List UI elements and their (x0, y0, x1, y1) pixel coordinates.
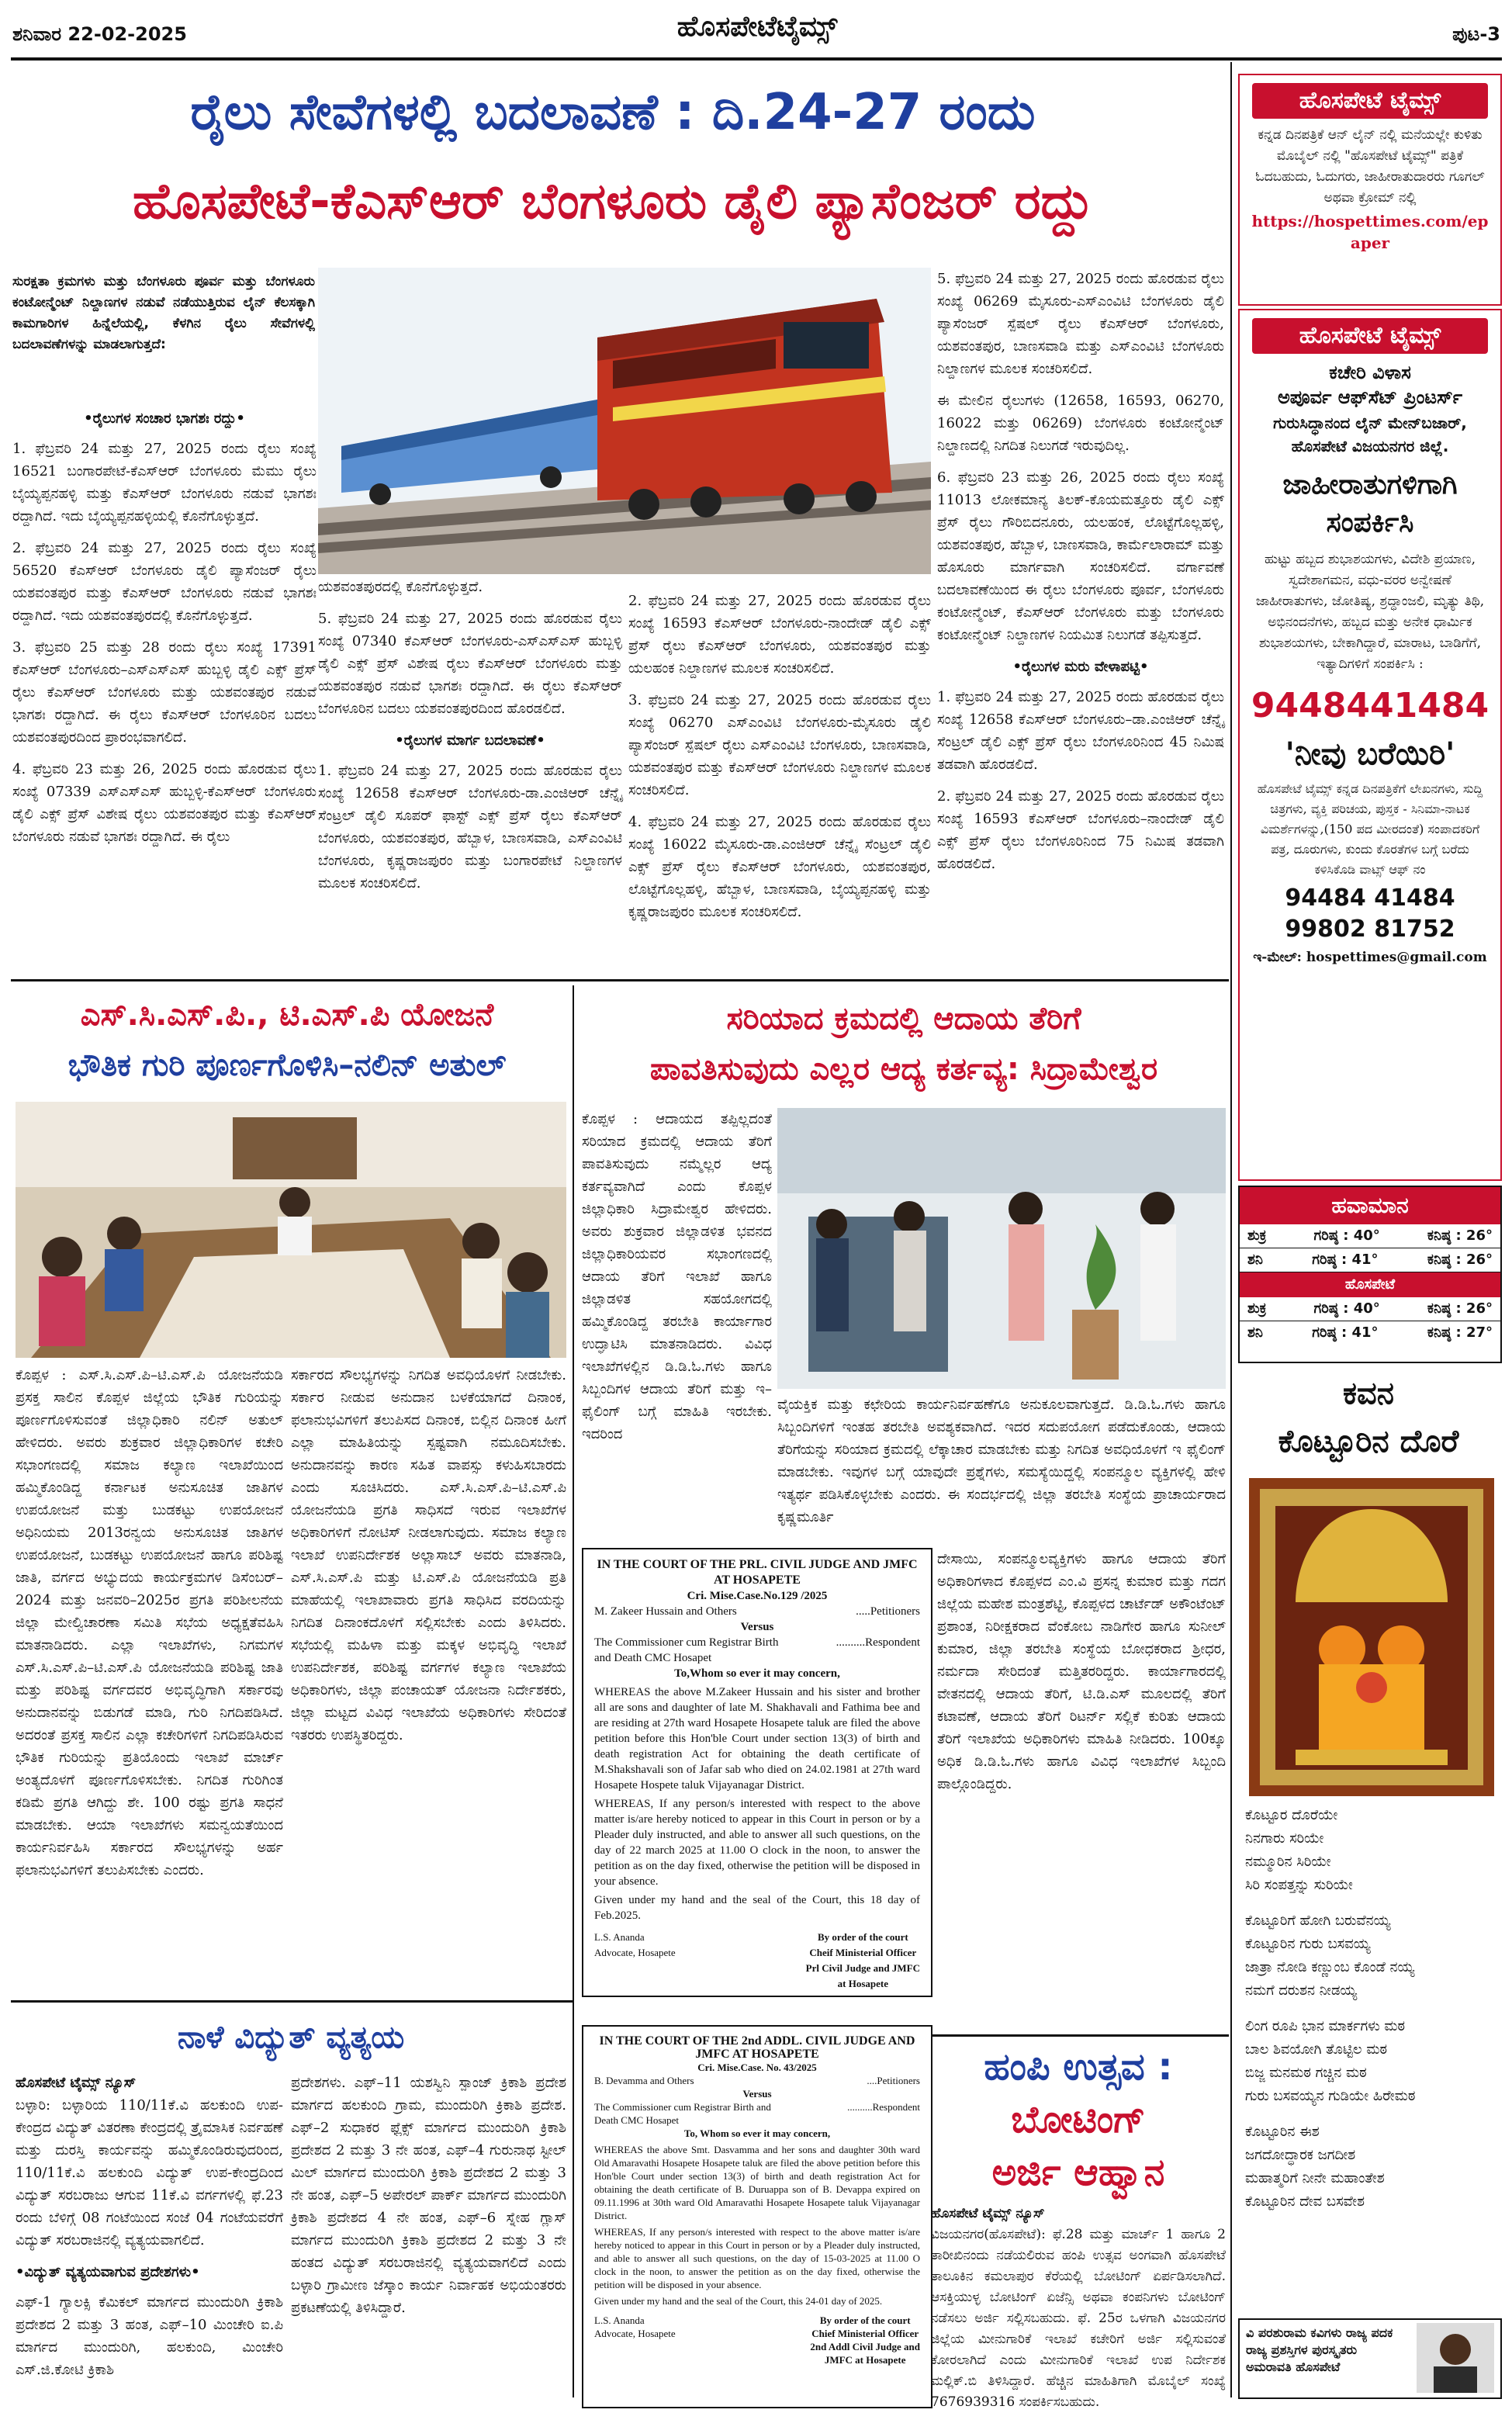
poem-line: ಜಾತ್ರಾ ನೋಡಿ ಕಣ್ಣುಂಬ ಕೊಂಡೆ ನಯ್ಯ (1245, 1959, 1415, 1975)
court2-party1-role: ....Petitioners (867, 2075, 920, 2086)
hampi-headline-1: ಹಂಪಿ ಉತ್ಸವ : (984, 2045, 1173, 2089)
lead-col4-p5: 2. ಫೆಬ್ರವರಿ 24 ಮತ್ತು 27, 2025 ರಂದು ಹೊರಡುವ ರೈಲು ಸಂಖ್ಯೆ 16593 ಕೆಎಸ್ಆರ್ ಬೆಂಗಳೂರು–ನಾಂದೇಡ್ ಡೈಲಿ ಎಕ್ಸ್ ಪ್ರೆಸ್ ರೈಲು ಬೆಂಗಳೂರಿನಿಂದ 75 ನಿಮಿಷ ತಡವಾಗಿ ಹೊರಡಲಿದೆ. (937, 788, 1224, 872)
lead-bottom-rule (11, 979, 1229, 981)
weather-3-day: ಶುಕ್ರ (1247, 1300, 1267, 1317)
weather-4-min: ಕನಿಷ್ಠ : 27° (1427, 1324, 1493, 1341)
contact-email[interactable]: ಇ-ಮೇಲ್: hospettimes@gmail.com (1253, 950, 1487, 965)
ad-text: ಹುಟ್ಟು ಹಬ್ಬದ ಶುಭಾಶಯಗಳು, ವಿದೇಶಿ ಪ್ರಯಾಣ, ಸ್ವದೇಶಾಗಮನ, ವಧು-ವರರ ಅನ್ವೇಷಣೆ ಜಾಹೀರಾತುಗಳು, ಜೋತಿಷ್ಯ, ಶ್ರದ್ಧಾಂಜಲಿ, ಮೃತ್ಯು ತಿಥಿ, ಅಭಿನಂದನೆಗಳು, ಹಬ್ಬದ ಮತ್ತು ಅನೇಕ ಧಾರ್ಮಿಕ ಶುಭಾಶಯಗಳು, ಬೇಕಾಗಿದ್ದಾರೆ, ಮಾರಾಟ, ಬಾಡಿಗೆಗೆ, ಇತ್ಯಾದಿಗಳಿಗೆ ಸಂಪರ್ಕಿಸಿ : (1255, 552, 1485, 672)
court2-officer: By order of the court Chief Ministerial Officer 2nd Addl Civil Judge and JMFC at Hosapete (810, 2314, 920, 2366)
lead-sub-divert: •ರೈಲುಗಳ ಮಾರ್ಗ ಬದಲಾವಣೆ• (395, 732, 545, 749)
court2-body2: WHEREAS, If any person/s interested with respect to the above matter is/are hereby noticed to appear in this Court in person or by a Pleader duly instructed, and able to answer all such questions, on the day of 15-03-2025 at 11.00 O clock in the noon, to answer the petition as on the day fixed, otherwise the petition will be disposed in your absence. (594, 2226, 920, 2290)
lead-col4-p1: 5. ಫೆಬ್ರವರಿ 24 ಮತ್ತು 27, 2025 ರಂದು ಹೊರಡುವ ರೈಲು ಸಂಖ್ಯೆ 06269 ಮೈಸೂರು-ಎಸ್ಎಂವಿಟಿ ಬೆಂಗಳೂರು ಡೈಲಿ ಪ್ಯಾಸೆಂಜರ್ ಸ್ಪೆಷಲ್ ರೈಲು ಕೆಎಸ್ಆರ್ ಬೆಂಗಳೂರು, ಯಶವಂತಪುರ, ಬಾಣಸವಾಡಿ ಮತ್ತು ಎಸ್ಎಂವಿಟಿ ಬೆಂಗಳೂರು ನಿಲ್ದಾಣಗಳ ಮೂಲಕ ಸಂಚರಿಸಲಿದೆ. (937, 271, 1224, 377)
weather-1-max: ಗರಿಷ್ಠ : 40° (1313, 1227, 1380, 1244)
sidebar-divider (1230, 62, 1232, 2397)
lead-col2-p1: ಯಶವಂತಪುರದಲ್ಲಿ ಕೊನೆಗೊಳ್ಳುತ್ತದೆ. (318, 579, 483, 595)
epaper-text: ಕನ್ನಡ ದಿನಪತ್ರಿಕೆ ಆನ್ ಲೈನ್ ನಲ್ಲಿ ಮನೆಯಲ್ಲೇ ಕುಳಿತು ಮೊಬೈಲ್ ನಲ್ಲಿ "ಹೊಸಪೇಟೆ ಟೈಮ್ಸ್" ಪತ್ರಿಕೆ ಓದಬಹುದು, ಓದುಗರು, ಜಾಹೀರಾತುದಾರರು ಗೂಗಲ್ ಅಥವಾ ಕ್ರೋಮ್ ನಲ್ಲಿ (1255, 127, 1485, 206)
power-top-rule (11, 2000, 573, 2003)
masthead (12, 6, 1500, 56)
power-col-2: ಪ್ರದೇಶಗಳು. ಎಫ್–11 ಯಶಸ್ವಿನಿ ಸ್ಪಾಂಜ್ ಕ್ರಿಕಾಶಿ ಪ್ರದೇಶ ಮಾರ್ಗದ ಹಲಕುಂದಿ ಗ್ರಾಮ, ಮುಂದುರಿಗಿ ಕ್ರಿಕಾಶಿ ಪ್ರದೇಶ. ಎಫ್–2 ಸುಧಾಕರ ಫ್ಲೆಕ್ಸ್ ಮಾರ್ಗದ ಮುಂದುರಿಗಿ ಕ್ರಿಕಾಶಿ ಪ್ರದೇಶದ 2 ಮತ್ತು 3 ನೇ ಹಂತ, ಎಫ್–4 ಗುರುನಾಥ ಸ್ಟೀಲ್ ಮಿಲ್ ಮಾರ್ಗದ ಮುಂದುರಿಗಿ ಕ್ರಿಕಾಶಿ ಪ್ರದೇಶದ 2 ಮತ್ತು 3 ನೇ ಹಂತ, ಎಫ್–5 ಅಪೇರಲ್ ಪಾರ್ಕ್ ಮಾರ್ಗದ ಮುಂದುರಿಗಿ ಕ್ರಿಕಾಶಿ ಪ್ರದೇಶದ 4 ನೇ ಹಂತ, ಎಫ್–6 ಸ್ನೇಹ ಗ್ಲಾಸ್ ಮಾರ್ಗದ ಮುಂದುರಿಗಿ ಕ್ರಿಕಾಶಿ ಪ್ರದೇಶದ 2 ಮತ್ತು 3 ನೇ ಹಂತದ ವಿದ್ಯುತ್ ಸರಬರಾಜಿನಲ್ಲಿ ವ್ಯತ್ಯಯವಾಗಲಿದೆ ಎಂದು ಬಳ್ಳಾರಿ ಗ್ರಾಮೀಣ ಜೆಸ್ಕಾಂ ಕಾರ್ಯ ನಿರ್ವಾಹಕ ಅಭಿಯಂತರರು ಪ್ರಕಟಣೆಯಲ್ಲಿ ತಿಳಿಸಿದ್ದಾರೆ. (291, 2075, 566, 2316)
poem-line (1245, 1897, 1497, 1909)
ad-phone: 9448441484 (1251, 686, 1490, 725)
court2-party1: B. Devamma and Others (594, 2075, 694, 2086)
court1-case: Cri. Mise.Case.No.129 /2025 (687, 1590, 828, 1602)
weather-row-1 (1240, 1224, 1500, 1248)
court2-body3: Given under my hand and the seal of the Court, this 24-01 day of 2025. (594, 2295, 883, 2307)
poem-line: ಲಿಂಗ ರೂಪಿ ಭಾನ ಮಾರ್ಕಗಳು ಮಠ (1245, 2018, 1406, 2034)
lead-col4-p2: ಈ ಮೇಲಿನ ರೈಲುಗಳು (12658, 16593, 06270, 16022 ಮತ್ತು 06269) ಬೆಂಗಳೂರು ಕಂಟೋನ್ಮೆಂಟ್ ನಿಲ್ದಾಣದಲ್ಲಿ ನಿಗದಿತ ನಿಲುಗಡೆ ಇರುವುದಿಲ್ಲ. (937, 393, 1224, 454)
power-col1-p1: ಬಳ್ಳಾರಿ: ಬಳ್ಳಾರಿಯ 110/11ಕೆ.ವಿ ಹಲಕುಂದಿ ಉಪ-ಕೇಂದ್ರದ ವಿದ್ಯುತ್ ವಿತರಣಾ ಕೇಂದ್ರದಲ್ಲಿ ತ್ರೈಮಾಸಿಕ ನಿರ್ವಹಣೆ ಮತ್ತು ದುರಸ್ತಿ ಕಾರ್ಯವನ್ನು ಹಮ್ಮಿಕೊಂಡಿರುವುದರಿಂದ, 110/11ಕೆ.ವಿ ಹಲಕುಂದಿ ವಿದ್ಯುತ್ ಉಪ-ಕೇಂದ್ರದಿಂದ ವಿದ್ಯುತ್ ಸರಬರಾಜು ಆಗುವ 11ಕೆ.ವಿ ವರ್ಗಗಳಲ್ಲಿ ಫೆ.23 ರಂದು ಬೆಳಿಗ್ಗೆ 08 ಗಂಟೆಯಿಂದ ಸಂಜೆ 04 ಗಂಟೆಯವರೆಗೆ ವಿದ್ಯುತ್ ಸರಬರಾಜಿನಲ್ಲಿ ವ್ಯತ್ಯಯವಾಗಲಿದೆ. (16, 2097, 283, 2249)
lead-col2-p2: 5. ಫೆಬ್ರವರಿ 24 ಮತ್ತು 27, 2025 ರಂದು ಹೊರಡುವ ರೈಲು ಸಂಖ್ಯೆ 07340 ಕೆಎಸ್ಆರ್ ಬೆಂಗಳೂರು-ಎಸ್ಎಸ್ಎಸ್ ಹುಬ್ಬಳ್ಳಿ ಡೈಲಿ ಎಕ್ಸ್ ಪ್ರೆಸ್ ವಿಶೇಷ ರೈಲು ಕೆಎಸ್ಆರ್ ಬೆಂಗಳೂರು ಮತ್ತು ಯಶವಂತಪುರ ನಡುವೆ ಭಾಗಶಃ ರದ್ದಾಗಿದೆ. ಈ ರೈಲು ಕೆಎಸ್ಆರ್ ಬೆಂಗಳೂರಿನ ಬದಲು ಯಶವಂತಪುರದಿಂದ ಹೊರಡಲಿದೆ. (318, 611, 622, 717)
poem-line: ಕೊಟ್ಟೂರಿನ ಗುರು ಬಸವಯ್ಯ (1245, 1936, 1371, 1952)
lead-col1-p2: 2. ಫೆಬ್ರವರಿ 24 ಮತ್ತು 27, 2025 ರಂದು ರೈಲು ಸಂಖ್ಯೆ 56520 ಕೆಎಸ್ಆರ್ ಬೆಂಗಳೂರು ಡೈಲಿ ಪ್ಯಾಸೆಂಜರ್ ರೈಲು ಯಶವಂತಪುರ ಮತ್ತು ಕೆಎಸ್ಆರ್ ಬೆಂಗಳೂರು ನಡುವೆ ಭಾಗಶಃ ರದ್ದಾಗಿದೆ. ಇದು ಯಶವಂತಪುರದಲ್ಲಿ ಕೊನೆಗೊಳ್ಳುತ್ತದೆ. (12, 540, 317, 624)
lead-col4-p3: 6. ಫೆಬ್ರವರಿ 23 ಮತ್ತು 26, 2025 ರಂದು ರೈಲು ಸಂಖ್ಯೆ 11013 ಲೋಕಮಾನ್ಯ ತಿಲಕ್-ಕೊಯಮತ್ತೂರು ಡೈಲಿ ಎಕ್ಸ್ ಪ್ರೆಸ್ ರೈಲು ಗೌರಿಬಿದನೂರು, ಯಲಹಂಕ, ಲೊಟ್ಟೆಗೊಲ್ಲಹಳ್ಳಿ, ಯಶವಂತಪುರ, ಹೆಬ್ಬಾಳ, ಬಾಣಸವಾಡಿ, ಕಾರ್ಮೆಲಾರಾಮ್ ಮತ್ತು ಹೊಸೂರು ಮಾರ್ಗವಾಗಿ ಸಂಚರಿಸಲಿದೆ. ವರ್ಗಾವಣೆ ಬದಲಾವಣೆಯಿಂದ ಈ ರೈಲು ಬೆಂಗಳೂರು ಪೂರ್ವ, ಬೆಂಗಳೂರು ಕಂಟೋನ್ಮೆಂಟ್, ಕೆಎಸ್ಆರ್ ಬೆಂಗಳೂರು ಮತ್ತು ಬೆಂಗಳೂರು ಕಂಟೋನ್ಮೆಂಟ್ ನಿಲ್ದಾಣಗಳ ನಿಯಮಿತ ನಿಲುಗಡೆ ತಪ್ಪಿಸುತ್ತದೆ. (937, 469, 1224, 643)
weather-title: ಹವಾಮಾನ (1240, 1187, 1500, 1224)
poem-line: ನಮ್ಮೂರಿನ ಸಿರಿಯೇ (1245, 1854, 1331, 1870)
whatsapp-phone-2: 99802 81752 (1285, 916, 1455, 943)
scsp-col-1: ಕೊಪ್ಪಳ : ಎಸ್.ಸಿ.ಎಸ್.ಪಿ–ಟಿ.ಎಸ್.ಪಿ ಯೋಜನೆಯಡಿ ಪ್ರಸಕ್ತ ಸಾಲಿನ ಕೊಪ್ಪಳ ಜಿಲ್ಲೆಯ ಭೌತಿಕ ಗುರಿಯನ್ನು ಪೂರ್ಣಗೊಳಿಸುವಂತೆ ಜಿಲ್ಲಾಧಿಕಾರಿ ನಲಿನ್ ಅತುಲ್ ಹೇಳಿದರು. ಅವರು ಶುಕ್ರವಾರ ಜಿಲ್ಲಾಧಿಕಾರಿಗಳ ಕಚೇರಿ ಸಭಾಂಗಣದಲ್ಲಿ ಸಮಾಜ ಕಲ್ಯಾಣ ಇಲಾಖೆಯಿಂದ ಹಮ್ಮಿಕೊಂಡಿದ್ದ ಕರ್ನಾಟಕ ಅನುಸೂಚಿತ ಜಾತಿಗಳ ಉಪಯೋಜನೆ ಮತ್ತು ಬುಡಕಟ್ಟು ಉಪಯೋಜನೆ ಅಧಿನಿಯಮ 2013ರನ್ವಯ ಅನುಸೂಚಿತ ಜಾತಿಗಳ ಉಪಯೋಜನೆ, ಬುಡಕಟ್ಟು ಉಪಯೋಜನೆ ಹಾಗೂ ಪರಿಶಿಷ್ಟ ಜಾತಿ, ವರ್ಗದ ಅಭ್ಯುದಯ ಕಾರ್ಯಕ್ರಮಗಳ ಡಿಸೆಂಬರ್–2024 ಮತ್ತು ಜನವರಿ–2025ರ ಪ್ರಗತಿ ಪರಿಶೀಲನೆಯ ಜಿಲ್ಲಾ ಮೇಲ್ವಿಚಾರಣಾ ಸಮಿತಿ ಸಭೆಯ ಅಧ್ಯಕ್ಷತೆವಹಿಸಿ ಮಾತನಾಡಿದರು. ಎಲ್ಲಾ ಇಲಾಖೆಗಳು, ನಿಗಮಗಳ ಎಸ್.ಸಿ.ಎಸ್.ಪಿ–ಟಿ.ಎಸ್.ಪಿ ಯೋಜನೆಯಡಿ ಪರಿಶಿಷ್ಟ ಜಾತಿ ಮತ್ತು ಪರಿಶಿಷ್ಟ ವರ್ಗದವರ ಅಭಿವೃದ್ಧಿಗಾಗಿ ಸರ್ಕಾರವು ಅನುದಾನವನ್ನು ಬಿಡುಗಡೆ ಮಾಡಿ, ಗುರಿ ನಿಗದಿಪಡಿಸಿದೆ. ಅದರಂತೆ ಪ್ರಸಕ್ತ ಸಾಲಿನ ಎಲ್ಲಾ ಕಚೇರಿಗಳಿಗೆ ನಿಗದಿಪಡಿಸಿರುವ ಭೌತಿಕ ಗುರಿಯನ್ನು ಪ್ರತಿಯೊಂದು ಇಲಾಖೆ ಮಾರ್ಚ್ ಅಂತ್ಯದೊಳಗೆ ಪೂರ್ಣಗೊಳಿಸಬೇಕು. ನಿಗದಿತ ಗುರಿಗಿಂತ ಕಡಿಮೆ ಪ್ರಗತಿ ಆಗಿದ್ದು ಶೇ. 100 ರಷ್ಟು ಪ್ರಗತಿ ಸಾಧನೆ ಮಾಡಬೇಕು. ಆಯಾ ಇಲಾಖೆಗಳು ಸಮನ್ವಯತೆಯಿಂದ ಕಾರ್ಯನಿರ್ವಹಿಸಿ ಸರ್ಕಾರದ ಸೌಲಭ್ಯಗಳನ್ನು ಅರ್ಹ ಫಲಾನುಭವಿಗಳಿಗೆ ತಲುಪಿಸಬೇಕು ಎಂದರು. (16, 1367, 283, 1878)
lead-col1-p4: 4. ಫೆಬ್ರವರಿ 23 ಮತ್ತು 26, 2025 ರಂದು ಹೊರಡುವ ರೈಲು ಸಂಖ್ಯೆ 07339 ಎಸ್ಎಸ್ಎಸ್ ಹುಬ್ಬಳ್ಳಿ-ಕೆಎಸ್ಆರ್ ಬೆಂಗಳೂರು ಡೈಲಿ ಎಕ್ಸ್ ಪ್ರೆಸ್ ವಿಶೇಷ ರೈಲು ಯಶವಂತಪುರ ಮತ್ತು ಕೆಎಸ್ಆರ್ ಬೆಂಗಳೂರು ನಡುವೆ ಭಾಗಶಃ ರದ್ದಾಗಿದೆ. ಈ ರೈಲು (12, 761, 317, 845)
court1-body2: WHEREAS, If any person/s interested with respect to the above matter is/are hereby noticed to appear in this Court in person or by a Pleader duly instructed, and able to answer all such questions, on the day of 22 march 2025 at 11.00 O clock in the noon, to answer the petition as on the day fixed, otherwise the petition will be disposed in your absence. (594, 1798, 920, 1888)
contact-brand: ಹೊಸಪೇಟೆ ಟೈಮ್ಸ್ (1252, 318, 1488, 354)
epaper-box (1238, 74, 1502, 306)
weather-2-day: ಶನಿ (1247, 1252, 1263, 1268)
court1-body1: WHEREAS the above M.Zakeer Hussain and his sister and brother all are sons and daughter of late M. Shakhavali and Fathima bee and are residing at 27th ward Hosapete Hosapete taluk are filed the above petition before this Hon'ble Court under section 13(3) of birth and death registration Act for obtaining the death certificate of M.Shakshavali son of Jafar sab who died on 24.02.1981 at 27th ward Hosapete Hospete taluk Vijayanagar District. (594, 1686, 920, 1792)
revenue-headline-2: ಪಾವತಿಸುವುದು ಎಲ್ಲರ ಆದ್ಯ ಕರ್ತವ್ಯ: ಸಿದ್ರಾಮೇಶ್ವರ (649, 1051, 1158, 1087)
poem-line: ಕೊಟ್ಟೂರಿನ ಈಶ (1245, 2124, 1320, 2140)
weather-1-day: ಶುಕ್ರ (1247, 1227, 1267, 1244)
whatsapp-phone-1: 94484 41484 (1285, 885, 1455, 912)
poem-line: ಕೊಟ್ಟೂರಿನ ದೇವ ಬಸವೇಶ (1245, 2193, 1365, 2210)
writer-title: 'ನೀವು ಬರೆಯಿರಿ' (1285, 736, 1455, 772)
hampi-body (931, 2204, 1226, 2410)
masthead-title: ಹೊಸಪೇಟೆಟೈಮ್ಸ್ (676, 11, 838, 43)
contact-address: ಗುರುಸಿದ್ಧಾನಂದ ಲೈನ್ ಮೇನ್‌ಬಜಾರ್, ಹೊಸಪೇಟೆ ವಿಜಯನಗರ ಜಿಲ್ಲೆ. (1273, 414, 1467, 455)
hampi-top-rule (931, 2034, 1229, 2037)
poem-line: ಬಿಜ್ಜ ಮನಮಠ ಗಚ್ಚಿನ ಮಠ (1245, 2065, 1367, 2081)
court2-address: To, Whom so ever it may concern, (683, 2127, 831, 2139)
masthead-rule (11, 57, 1502, 61)
contact-office: ಕಚೇರಿ ವಿಳಾಸ (1329, 362, 1411, 383)
poem-line: ಗುರು ಬಸವಯ್ಯನ ಗುಡಿಯೇ ಹಿರೇಮಠ (1245, 2088, 1416, 2104)
revenue-col-right: ದೇಸಾಯಿ, ಸಂಪನ್ಮೂಲವ್ಯಕ್ತಿಗಳು ಹಾಗೂ ಆದಾಯ ತೆರಿಗೆ ಅಧಿಕಾರಿಗಳಾದ ಕೊಪ್ಪಳದ ಎಂ.ವಿ ಪ್ರಸನ್ನ ಕುಮಾರ ಮತ್ತು ಗದಗ ಜಿಲ್ಲೆಯ ಮಹೇಶ ಮಂತ್ರಶೆಟ್ಟಿ, ಕೊಪ್ಪಳದ ಚಾರ್ಟೆಡ್ ಅಕೌಂಟೆಂಟ್ ಪ್ರಶಾಂತ, ನಿರೀಕ್ಷಕರಾದ ವೆಂಕೋಬ ನಾಡಿಗೇರ ಹಾಗೂ ಸುನೀಲ್ ಕುಮಾರ, ಜಿಲ್ಲಾ ತರಬೇತಿ ಸಂಸ್ಥೆಯ ಬೋಧಕರಾದ ಶ್ರೀಧರ, ನರ್ಮದಾ ಸೇರಿದಂತೆ ಮತ್ತಿತರರಿದ್ದರು. ಕಾರ್ಯಾಗಾರದಲ್ಲಿ ವೇತನದಲ್ಲಿ ಆದಾಯ ತೆರಿಗೆ, ಟಿ.ಡಿ.ಎಸ್ ಮೂಲದಲ್ಲಿ ತೆರಿಗೆ ಕಟಾವಣೆ, ಆದಾಯ ತೆರಿಗೆ ರಿಟರ್ನ್ ಸಲ್ಲಿಕೆ ಕುರಿತು ಆದಾಯ ತೆರಿಗೆ ಇಲಾಖೆಯ ಅಧಿಕಾರಿಗಳು ಮಾಹಿತಿ ನೀಡಿದರು. 100ಕ್ಕೂ ಅಧಿಕ ಡಿ.ಡಿ.ಓ.ಗಳು ಹಾಗೂ ವಿವಿಧ ಇಲಾಖೆಗಳ ಸಿಬ್ಬಂದಿ ಪಾಲ್ಗೊಂಡಿದ್ದರು. (937, 1551, 1226, 1792)
court1-party1-role: .....Petitioners (856, 1605, 920, 1618)
writer-text: ಹೊಸಪೇಟೆ ಟೈಮ್ಸ್ ಕನ್ನಡ ದಿನಪತ್ರಿಕೆಗೆ ಲೇಖನಗಳು, ಸುದ್ದಿ ಚಿತ್ರಗಳು, ವ್ಯಕ್ತಿ ಪರಿಚಯ, ಪುಸ್ತಕ - ಸಿನಿಮಾ-ನಾಟಕ ವಿಮರ್ಶೆಗಳನ್ನು,(150 ಪದ ಮೀರದಂತೆ) ಸಂಪಾದಕರಿಗೆ ಪತ್ರ, ದೂರುಗಳು, ಕುಂದು ಕೊರತೆಗಳ ಬಗ್ಗೆ ಬರೆದು ಕಳಿಸಿಕೊಡಿ ವಾಟ್ಸ್ ಆಫ್ ನಂ (1257, 781, 1483, 877)
court-notice-1 (582, 1548, 932, 1997)
contact-box (1238, 309, 1502, 1181)
power-sub: •ವಿದ್ಯುತ್ ವ್ಯತ್ಯಯವಾಗುವ ಪ್ರದೇಶಗಳು• (16, 2264, 200, 2280)
power-col1-p2: ಎಫ್-1 ಗ್ಯಾಲಕ್ಸಿ ಕೆಮಿಕಲ್ ಮಾರ್ಗದ ಮುಂದುರಿಗಿ ಕ್ರಿಕಾಶಿ ಪ್ರದೇಶದ 2 ಮತ್ತು 3 ಹಂತ, ಎಫ್–10 ಮಿಂಚೇರಿ ಐ.ಪಿ ಮಾರ್ಗದ ಮುಂದುರಿಗಿ, ಹಲಕುಂದಿ, ಮಿಂಚೇರಿ ಎಸ್.ಜಿ.ಕೋಟಿ ಕ್ರಿಕಾಶಿ (16, 2294, 283, 2378)
poem-line (1245, 2108, 1497, 2120)
court1-party1-line (594, 1604, 920, 1619)
ad-title: ಜಾಹೀರಾತುಗಳಿಗಾಗಿ (1282, 469, 1458, 500)
weather-city: ಹೊಸಪೇಟೆ (1240, 1272, 1500, 1297)
poet-avatar (1417, 2323, 1494, 2393)
hampi-text: ವಿಜಯನಗರ(ಹೊಸಪೇಟೆ): ಫೆ.28 ಮತ್ತು ಮಾರ್ಚ್ 1 ಹಾಗೂ 2 ತಾರೀಖಿನಂದು ನಡೆಯಲಿರುವ ಹಂಪಿ ಉತ್ಸವ ಅಂಗವಾಗಿ ಹೊಸಪೇಟೆ ತಾಲೂಕಿನ ಕಮಲಾಪುರ ಕೆರೆಯಲ್ಲಿ ಬೋಟಿಂಗ್ ಏರ್ಪಡಿಸಲಾಗಿದೆ. ಆಸಕ್ತಿಯುಳ್ಳ ಬೋಟಿಂಗ್ ಏಜೆನ್ಸಿ ಅಥವಾ ಕಂಪನಿಗಳು ಬೋಟಿಂಗ್ ನಡೆಸಲು ಅರ್ಜಿ ಸಲ್ಲಿಸಬಹುದು. ಫೆ. 25ರ ಒಳಗಾಗಿ ವಿಜಯನಗರ ಜಿಲ್ಲೆಯ ಮೀನುಗಾರಿಕೆ ಇಲಾಖೆ ಕಚೇರಿಗೆ ಅರ್ಜಿ ಸಲ್ಲಿಸುವಂತೆ ಕೋರಲಾಗಿದೆ ಎಂದು ಮೀನುಗಾರಿಕೆ ಇಲಾಖೆ ಉಪ ನಿರ್ದೇಶಕ ಮಲ್ಲಿಕ್.ಬಿ ತಿಳಿಸಿದ್ದಾರೆ. ಹೆಚ್ಚಿನ ಮಾಹಿತಿಗಾಗಿ ಮೊಬೈಲ್ ಸಂಖ್ಯೆ 7676939316 ಸಂಪರ್ಕಿಸಬಹುದು. (931, 2227, 1226, 2410)
court1-body3: Given under my hand and the seal of the Court, this 18 day of Feb.2025. (594, 1894, 920, 1922)
lead-col-1 (12, 400, 317, 970)
court2-party2-role: ..........Respondent (847, 2101, 920, 2113)
court1-party2-line (594, 1635, 920, 1666)
poem-line: ನಮಗೆ ದರುಶನ ನೀಡಯ್ಯ (1245, 1982, 1358, 1999)
poem-line: ಕೊಟ್ಟೂರಿಗೆ ಹೋಗಿ ಬರುವೆನಯ್ಯ (1245, 1913, 1391, 1929)
weather-row-3 (1240, 1297, 1500, 1321)
lead-col3-p3: 4. ಫೆಬ್ರವರಿ 24 ಮತ್ತು 27, 2025 ರಂದು ಹೊರಡುವ ರೈಲು ಸಂಖ್ಯೆ 16022 ಮೈಸೂರು-ಡಾ.ಎಂಜಿಆರ್ ಚೆನ್ನೈ ಸೆಂಟ್ರಲ್ ಡೈಲಿ ಎಕ್ಸ್ ಪ್ರೆಸ್ ರೈಲು ಕೆಎಸ್ಆರ್ ಬೆಂಗಳೂರು, ಯಶವಂತಪುರ, ಲೊಟ್ಟೆಗೊಲ್ಲಹಳ್ಳಿ, ಹೆಬ್ಬಾಳ, ಬಾಣಸವಾಡಿ, ಬೈಯ್ಯಪ್ಪನಹಳ್ಳಿ ಮತ್ತು ಕೃಷ್ಣರಾಜಪುರಂ ಮೂಲಕ ಸಂಚರಿಸಲಿದೆ. (628, 814, 931, 920)
power-headline: ನಾಳೆ ವಿದ್ಯುತ್ ವ್ಯತ್ಯಯ (177, 2020, 405, 2055)
ad-contact: ಸಂಪರ್ಕಿಸಿ (1326, 507, 1414, 538)
weather-2-max: ಗರಿಷ್ಠ : 41° (1312, 1252, 1379, 1268)
masthead-date: ಶನಿವಾರ 22-02-2025 (12, 23, 187, 45)
poem-body (1245, 1804, 1497, 2316)
poem-line: ಮಹಾತ್ಮರಿಗೆ ನೀನೇ ಮಹಾಂತೇಶ (1245, 2170, 1385, 2186)
weather-3-min: ಕನಿಷ್ಠ : 26° (1427, 1300, 1493, 1317)
lead-col-2 (318, 576, 622, 970)
revenue-col-left: ಕೊಪ್ಪಳ : ಆದಾಯದ ತಪ್ಪಿಲ್ಲದಂತೆ ಸರಿಯಾದ ಕ್ರಮದಲ್ಲಿ ಆದಾಯ ತೆರಿಗೆ ಪಾವತಿಸುವುದು ನಮ್ಮೆಲ್ಲರ ಆದ್ಯ ಕರ್ತವ್ಯವಾಗಿದೆ ಎಂದು ಕೊಪ್ಪಳ ಜಿಲ್ಲಾಧಿಕಾರಿ ಸಿದ್ರಾಮೇಶ್ವರ ಹೇಳಿದರು. ಅವರು ಶುಕ್ರವಾರ ಜಿಲ್ಲಾಡಳಿತ ಭವನದ ಜಿಲ್ಲಾಧಿಕಾರಿಯವರ ಸಭಾಂಗಣದಲ್ಲಿ ಆದಾಯ ತೆರಿಗೆ ಇಲಾಖೆ ಹಾಗೂ ಜಿಲ್ಲಾಡಳಿತ ಸಹಯೋಗದಲ್ಲಿ ಹಮ್ಮಿಕೊಂಡಿದ್ದ ತರಬೇತಿ ಕಾರ್ಯಾಗಾರ ಉದ್ಘಾಟಿಸಿ ಮಾತನಾಡಿದರು. ವಿವಿಧ ಇಲಾಖೆಗಳಲ್ಲಿನ ಡಿ.ಡಿ.ಓ.ಗಳು ಹಾಗೂ ಸಿಬ್ಬಂದಿಗಳ ಆದಾಯ ತೆರಿಗೆ ಮತ್ತು ಇ–ಫೈಲಿಂಗ್ ಬಗ್ಗೆ ಮಾಹಿತಿ ಇರಬೇಕು. ಇದರಿಂದ (582, 1111, 772, 1442)
lead-col2-p3: 1. ಫೆಬ್ರವರಿ 24 ಮತ್ತು 27, 2025 ರಂದು ಹೊರಡುವ ರೈಲು ಸಂಖ್ಯೆ 12658 ಕೆಎಸ್ಆರ್ ಬೆಂಗಳೂರು-ಡಾ.ಎಂಜಿಆರ್ ಚೆನ್ನೈ ಸೆಂಟ್ರಲ್ ಡೈಲಿ ಸೂಪರ್ ಫಾಸ್ಟ್ ಎಕ್ಸ್ ಪ್ರೆಸ್ ರೈಲು ಕೆಎಸ್ಆರ್ ಬೆಂಗಳೂರು, ಯಶವಂತಪುರ, ಹೆಬ್ಬಾಳ, ಬಾಣಸವಾಡಿ, ಎಸ್ಎಂವಿಟಿ ಬೆಂಗಳೂರು, ಕೃಷ್ಣರಾಜಪುರಂ ಮತ್ತು ಬಂಗಾರಪೇಟೆ ನಿಲ್ದಾಣಗಳ ಮೂಲಕ ಸಂಚರಿಸಲಿದೆ. (318, 763, 622, 891)
train-illustration (318, 268, 931, 574)
court2-party2: The Commissioner cum Registrar Birth and Death CMC Hosapet (594, 2101, 771, 2126)
lead-col1-p1: 1. ಫೆಬ್ರವರಿ 24 ಮತ್ತು 27, 2025 ರಂದು ರೈಲು ಸಂಖ್ಯೆ 16521 ಬಂಗಾರಪೇಟೆ-ಕೆಎಸ್ಆರ್ ಬೆಂಗಳೂರು ಮೆಮು ರೈಲು ಬೈಯ್ಯಪ್ಪನಹಳ್ಳಿ ಮತ್ತು ಕೆಎಸ್ಆರ್ ಬೆಂಗಳೂರು ನಡುವೆ ಭಾಗಶಃ ರದ್ದಾಗಿದೆ. ಇದು ಬೈಯ್ಯಪ್ಪನಹಳ್ಳಿಯಲ್ಲಿ ಕೊನೆಗೊಳ್ಳುತ್ತದೆ. (12, 441, 317, 524)
poet-credit (1238, 2318, 1502, 2399)
lead-intro: ಸುರಕ್ಷತಾ ಕ್ರಮಗಳು ಮತ್ತು ಬೆಂಗಳೂರು ಪೂರ್ವ ಮತ್ತು ಬೆಂಗಳೂರು ಕಂಟೋನ್ಮೆಂಟ್ ನಿಲ್ದಾಣಗಳ ನಡುವೆ ನಡೆಯುತ್ತಿರುವ ಲೈನ್ ಕೆಲಸಕ್ಕಾಗಿ ಕಾಮಗಾರಿಗಳ ಹಿನ್ನೆಲೆಯಲ್ಲಿ, ಕೆಳಗಿನ ರೈಲು ಸೇವೆಗಳಲ್ಲಿ ಬದಲಾವಣೆಗಳನ್ನು ಮಾಡಲಾಗುತ್ತದೆ: (12, 274, 315, 352)
hampi-byline: ಹೊಸಪೇಟೆ ಟೈಮ್ಸ್ ನ್ಯೂಸ್ (931, 2206, 1045, 2221)
poem-line (1245, 2003, 1497, 2015)
lead-col4-p4: 1. ಫೆಬ್ರವರಿ 24 ಮತ್ತು 27, 2025 ರಂದು ಹೊರಡುವ ರೈಲು ಸಂಖ್ಯೆ 12658 ಕೆಎಸ್ಆರ್ ಬೆಂಗಳೂರು–ಡಾ.ಎಂಜಿಆರ್ ಚೆನ್ನೈ ಸೆಂಟ್ರಲ್ ಡೈಲಿ ಎಕ್ಸ್ ಪ್ರೆಸ್ ರೈಲು ಬೆಂಗಳೂರಿನಿಂದ 45 ನಿಮಿಷ ತಡವಾಗಿ ಹೊರಡಲಿದೆ. (937, 689, 1224, 773)
lead-sub-late: •ರೈಲುಗಳ ಮರು ವೇಳಾಪಟ್ಟಿ• (1012, 659, 1149, 675)
scsp-divider (573, 985, 574, 2397)
epaper-url[interactable]: https://hospettimes.com/epaper (1251, 212, 1489, 252)
scsp-col-2: ಸರ್ಕಾರದ ಸೌಲಭ್ಯಗಳನ್ನು ನಿಗದಿತ ಅವಧಿಯೊಳಗೆ ನೀಡಬೇಕು. ಸರ್ಕಾರ ನೀಡುವ ಅನುದಾನ ಬಳಕೆಯಾಗದೆ ದಿನಾಂಕ, ಫಲಾನುಭವಿಗಳಿಗೆ ತಲುಪಿಸದ ದಿನಾಂಕ, ಬಿಲ್ಲಿನ ದಿನಾಂಕ ಹೀಗೆ ಎಲ್ಲಾ ಮಾಹಿತಿಯನ್ನು ಸ್ಪಷ್ಟವಾಗಿ ನಮೂದಿಸಬೇಕು. ಅನುದಾನವನ್ನು ಕಾರಣ ಸಹಿತ ವಾಪಸ್ಸು ಕಳುಹಿಸಬಾರದು ಎಂದು ಸೂಚಿಸಿದರು. ಎಸ್.ಸಿ.ಎಸ್.ಪಿ–ಟಿ.ಎಸ್.ಪಿ ಯೋಜನೆಯಡಿ ಪ್ರಗತಿ ಸಾಧಿಸದೆ ಇರುವ ಇಲಾಖೆಗಳ ಅಧಿಕಾರಿಗಳಿಗೆ ನೋಟಿಸ್ ನೀಡಲಾಗುವುದು. ಸಮಾಜ ಕಲ್ಯಾಣ ಇಲಾಖೆ ಉಪನಿರ್ದೇಶಕ ಅಲ್ಲಾಸಾಬ್ ಅವರು ಮಾತನಾಡಿ, ಎಸ್.ಸಿ.ಎಸ್.ಪಿ ಮತ್ತು ಟಿ.ಎಸ್.ಪಿ ಯೋಜನೆಯಡಿ ಪ್ರತಿ ಮಾಹೆಯಲ್ಲಿ ಇಲಾಖಾವಾರು ಪ್ರಗತಿ ಸಾಧಿಸಿದ ವರದಿಯನ್ನು ನಿಗದಿತ ದಿನಾಂಕದೊಳಗೆ ಸಲ್ಲಿಸಬೇಕು ಎಂದು ತಿಳಿಸಿದರು. ಸಭೆಯಲ್ಲಿ ಮಹಿಳಾ ಮತ್ತು ಮಕ್ಕಳ ಅಭಿವೃದ್ಧಿ ಇಲಾಖೆ ಉಪನಿರ್ದೇಶಕ, ಪರಿಶಿಷ್ಟ ವರ್ಗಗಳ ಕಲ್ಯಾಣ ಇಲಾಖೆಯ ಅಧಿಕಾರಿಗಳು, ಜಿಲ್ಲಾ ಪಂಚಾಯತ್ ಯೋಜನಾ ನಿರ್ದೇಶಕರು, ಜಿಲ್ಲಾ ಮಟ್ಟದ ವಿವಿಧ ಇಲಾಖೆಯ ಅಧಿಕಾರಿಗಳು ಸೇರಿದಂತೆ ಇತರರು ಉಪಸ್ಥಿತರಿದ್ದರು. (291, 1367, 566, 1743)
lead-col-3 (628, 590, 931, 970)
weather-row-4 (1240, 1321, 1500, 1345)
court1-party1: M. Zakeer Hussain and Others (594, 1605, 737, 1618)
weather-1-min: ಕನಿಷ್ಠ : 26° (1427, 1227, 1493, 1244)
epaper-brand: ಹೊಸಪೇಟೆ ಟೈಮ್ಸ್ (1252, 83, 1488, 119)
lead-headline-1: ರೈಲು ಸೇವೆಗಳಲ್ಲಿ ಬದಲಾವಣೆ : ದಿ.24-27 ರಂದು (190, 84, 1036, 141)
lead-headline-2: ಹೊಸಪೇಟೆ-ಕೆಎಸ್‌ಆರ್ ಬೆಂಗಳೂರು ಡೈಲಿ ಪ್ಯಾಸೆಂಜರ್ ರದ್ದು (132, 173, 1094, 230)
court2-advocate: L.S. Ananda Advocate, Hosapete (594, 2314, 676, 2339)
revenue-photo (777, 1108, 1226, 1389)
poem-line: ಸಿರಿ ಸಂಪತ್ತನ್ನು ಸುರಿಯೇ (1245, 1877, 1353, 1893)
court1-officer: By order of the court Cheif Ministerial Officer Prl Civil Judge and JMFC at Hosapete (805, 1931, 920, 1989)
weather-2-min: ಕನಿಷ್ಠ : 26° (1427, 1252, 1493, 1268)
court1-address: To,Whom so ever it may concern, (674, 1667, 840, 1680)
revenue-col-wide: ವೈಯಕ್ತಿಕ ಮತ್ತು ಕಛೇರಿಯ ಕಾರ್ಯನಿರ್ವಹಣೆಗೂ ಅನುಕೂಲವಾಗುತ್ತದೆ. ಡಿ.ಡಿ.ಓ.ಗಳು ಹಾಗೂ ಸಿಬ್ಬಂದಿಗಳಿಗೆ ಇಂತಹ ತರಬೇತಿ ಅವಶ್ಯಕವಾಗಿದೆ. ಇದರ ಸದುಪಯೋಗ ಪಡೆದುಕೊಂಡು, ಆದಾಯ ತೆರಿಗೆಯನ್ನು ಸರಿಯಾದ ಕ್ರಮದಲ್ಲಿ ಲೆಕ್ಕಾಚಾರ ಮಾಡಬೇಕು ಮತ್ತು ನಿಗದಿತ ಅವಧಿಯೊಳಗೆ ಇ ಫೈಲಿಂಗ್ ಮಾಡಬೇಕು. ಇವುಗಳ ಬಗ್ಗೆ ಯಾವುದೇ ಪ್ರಶ್ನೆಗಳು, ಸಮಸ್ಯೆಯಿದ್ದಲ್ಲಿ ಸಂಪನ್ಮೂಲ ವ್ಯಕ್ತಿಗಳಲ್ಲಿ ಹೇಳಿ ಇತ್ಯರ್ಥ ಪಡಿಸಿಕೊಳ್ಳಬೇಕು ಎಂದರು. ಈ ಸಂದರ್ಭದಲ್ಲಿ ಜಿಲ್ಲಾ ತರಬೇತಿ ಸಂಸ್ಥೆಯ ಪ್ರಾಚಾರ್ಯರಾದ ಕೃಷ್ಣಮೂರ್ತಿ (777, 1397, 1226, 1525)
court1-party2-role: ..........Respondent (836, 1636, 920, 1649)
court1-signature (594, 1930, 920, 1992)
weather-box (1238, 1186, 1502, 1363)
revenue-photo-illustration (777, 1108, 1226, 1389)
hampi-headline-2: ಬೋಟಿಂಗ್ (1011, 2098, 1146, 2141)
poem-line: ನಿನಗಾರು ಸರಿಯೇ (1245, 1830, 1324, 1847)
scsp-headline-2: ಭೌತಿಕ ಗುರಿ ಪೂರ್ಣಗೊಳಿಸಿ–ನಲಿನ್ ಅತುಲ್ (67, 1047, 507, 1083)
masthead-page: ಪುಟ-3 (1452, 23, 1500, 45)
weather-3-max: ಗರಿಷ್ಠ : 40° (1313, 1300, 1380, 1317)
lead-col3-p1: 2. ಫೆಬ್ರವರಿ 24 ಮತ್ತು 27, 2025 ರಂದು ಹೊರಡುವ ರೈಲು ಸಂಖ್ಯೆ 16593 ಕೆಎಸ್ಆರ್ ಬೆಂಗಳೂರು-ನಾಂದೇಡ್ ಡೈಲಿ ಎಕ್ಸ್ ಪ್ರೆಸ್ ರೈಲು ಕೆಎಸ್ಆರ್ ಬೆಂಗಳೂರು, ಯಶವಂತಪುರ ಮತ್ತು ಯಲಹಂಕ ನಿಲ್ದಾಣಗಳ ಮೂಲಕ ಸಂಚರಿಸಲಿದೆ. (628, 593, 931, 677)
contact-printer: ಅಪೂರ್ವ ಆಫ್‌ಸೆಟ್ ಪ್ರಿಂಟರ್ಸ್ (1277, 386, 1463, 408)
court-notice-2 (582, 2025, 932, 2408)
court1-advocate: L.S. Ananda Advocate, Hosapete (594, 1931, 676, 1958)
poem-line: ಜಗದೋದ್ಧಾರಕ ಜಗದೀಶ (1245, 2147, 1356, 2163)
temple-image (1249, 1478, 1494, 1796)
court2-body1: WHEREAS the above Smt. Dasvamma and her sons and daughter 30th ward Old Amaravathi Hosapete Hosapete taluk are filed the above petition before this Hon'ble Court under section 13(3) of birth and death registration Act for obtaining the death certificate of B. Duruappa son of B. Devappa expired on 09.11.1996 at 30th ward Old Amaravathi Hosapete Hosapete taluk Vijayanagar District. (594, 2144, 920, 2221)
meeting-photo (16, 1102, 566, 1358)
court2-party2-line (594, 2100, 920, 2127)
temple-illustration (1249, 1478, 1494, 1796)
poem-line: ಕೊಟ್ಟೂರ ದೊರೆಯೇ (1245, 1807, 1338, 1823)
hampi-headline-3: ಅರ್ಜಿ ಆಹ್ವಾನ (991, 2151, 1165, 2194)
court2-signature (594, 2314, 920, 2366)
scsp-headline-1: ಎಸ್.ಸಿ.ಎಸ್.ಪಿ., ಟಿ.ಎಸ್.ಪಿ ಯೋಜನೆ (80, 997, 494, 1033)
court2-versus: Versus (742, 2088, 772, 2100)
weather-4-day: ಶನಿ (1247, 1324, 1263, 1341)
court1-title: IN THE COURT OF THE PRL. CIVIL JUDGE AND JMFC AT HOSAPETE (597, 1558, 918, 1587)
lead-sub-cancel: •ರೈಲುಗಳ ಸಂಚಾರ ಭಾಗಶಃ ರದ್ದು• (84, 410, 245, 427)
power-col-1 (16, 2072, 283, 2397)
weather-row-2 (1240, 1248, 1500, 1272)
poem-line: ಬಾಲ ಶಿವಯೋಗಿ ತೊಟ್ಟಿಲ ಮಠ (1245, 2041, 1387, 2058)
lead-col3-p2: 3. ಫೆಬ್ರವರಿ 24 ಮತ್ತು 27, 2025 ರಂದು ಹೊರಡುವ ರೈಲು ಸಂಖ್ಯೆ 06270 ಎಸ್ಎಂವಿಟಿ ಬೆಂಗಳೂರು-ಮೈಸೂರು ಡೈಲಿ ಪ್ಯಾಸೆಂಜರ್ ಸ್ಪೆಷಲ್ ರೈಲು ಎಸ್ಎಂವಿಟಿ ಬೆಂಗಳೂರು, ಬಾಣಸವಾಡಿ, ಯಶವಂತಪುರ ಮತ್ತು ಕೆಎಸ್ಆರ್ ಬೆಂಗಳೂರು ನಿಲ್ದಾಣಗಳ ಮೂಲಕ ಸಂಚರಿಸಲಿದೆ. (628, 692, 931, 798)
train-image (318, 268, 931, 574)
court2-party1-line (594, 2074, 920, 2087)
weather-4-max: ಗರಿಷ್ಠ : 41° (1312, 1324, 1379, 1341)
revenue-headline-1: ಸರಿಯಾದ ಕ್ರಮದಲ್ಲಿ ಆದಾಯ ತೆರಿಗೆ (726, 1001, 1081, 1037)
poem-title-1: ಕವನ (1343, 1376, 1394, 1411)
poet-text: ವಿ ಪರಶುರಾಮ ಕವಿಗಳು ರಾಜ್ಯ ಪದಕ ರಾಜ್ಯ ಪ್ರಶಸ್ತಿಗಳ ಪುರಸ್ಕೃತರು ಅಮರಾವತಿ ಹೊಸಪೇಟೆ (1246, 2325, 1393, 2374)
power-byline: ಹೊಸಪೇಟೆ ಟೈಮ್ಸ್ ನ್ಯೂಸ್ (16, 2075, 137, 2091)
meeting-photo-illustration (16, 1102, 566, 1358)
court2-case: Cri. Mise.Case. No. 43/2025 (697, 2062, 817, 2073)
lead-col1-p3: 3. ಫೆಬ್ರವರಿ 25 ಮತ್ತು 28 ರಂದು ರೈಲು ಸಂಖ್ಯೆ 17391 ಕೆಎಸ್ಆರ್ ಬೆಂಗಳೂರು–ಎಸ್ಎಸ್ಎಸ್ ಹುಬ್ಬಳ್ಳಿ ಡೈಲಿ ಎಕ್ಸ್ ಪ್ರೆಸ್ ರೈಲು ಕೆಎಸ್ಆರ್ ಬೆಂಗಳೂರು ಮತ್ತು ಯಶವಂತಪುರ ನಡುವೆ ಭಾಗಶಃ ರದ್ದಾಗಿದೆ. ಈ ರೈಲು ಕೆಎಸ್ಆರ್ ಬೆಂಗಳೂರಿನ ಬದಲು ಯಶವಂತಪುರದಿಂದ ಪ್ರಾರಂಭವಾಗಲಿದೆ. (12, 639, 317, 746)
lead-col-4 (937, 268, 1224, 970)
court2-title: IN THE COURT OF THE 2nd ADDL. CIVIL JUDGE AND JMFC AT HOSAPETE (599, 2034, 915, 2061)
court1-party2: The Commissioner cum Registrar Birth and Death CMC Hosapet (594, 1636, 779, 1664)
court1-versus: Versus (740, 1621, 774, 1633)
poem-title-2: ಕೊಟ್ಟೂರಿನ ದೊರೆ (1278, 1424, 1459, 1459)
